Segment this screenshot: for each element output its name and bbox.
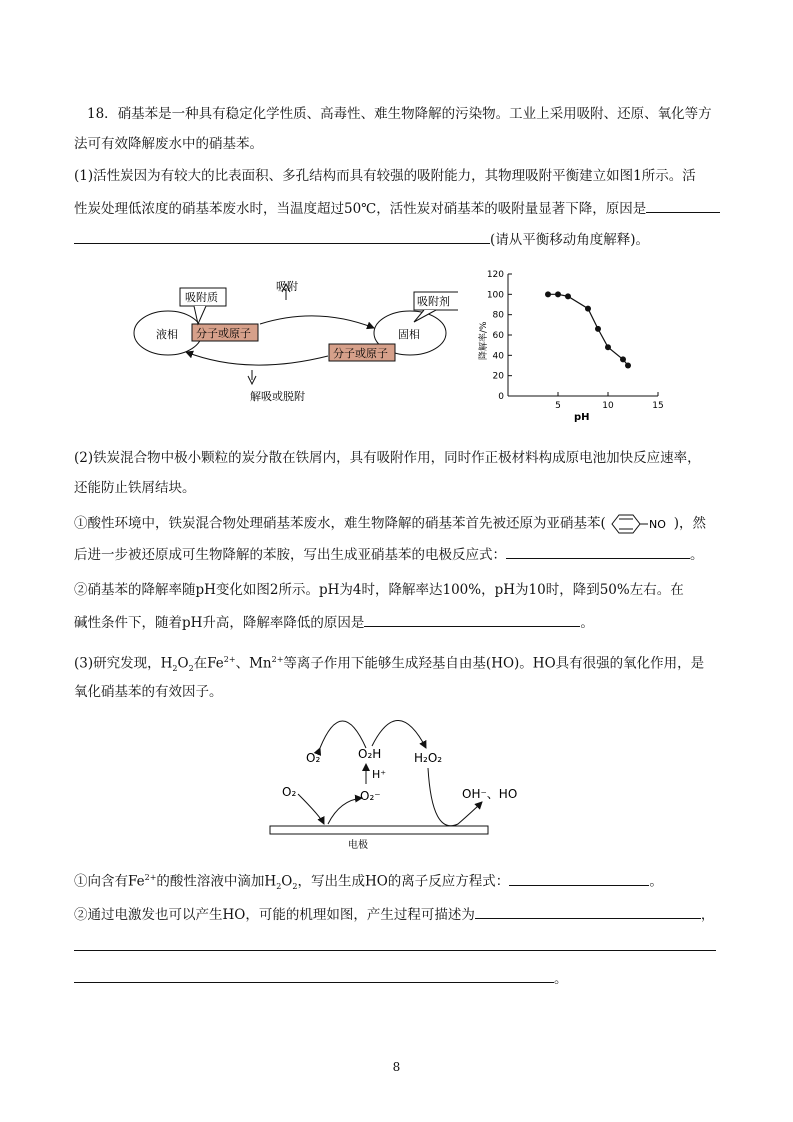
chart-point: [565, 293, 571, 299]
answer-blank-1b[interactable]: [74, 229, 490, 244]
chart-xlabel: pH: [574, 412, 590, 422]
part1-line1: (1)活性炭因为有较大的比表面积、多孔结构而具有较强的吸附能力，其物理吸附平衡建立如图1所示。活: [74, 168, 696, 184]
adsorb-label: 吸附: [276, 280, 298, 293]
chart-point: [595, 326, 601, 332]
svg-text:吸附剂: 吸附剂: [417, 295, 450, 308]
answer-blank-3b[interactable]: [475, 904, 701, 919]
o2-left-label: O₂: [282, 785, 297, 799]
chart-point: [620, 356, 626, 362]
figure1-adsorption-diagram: [128, 276, 458, 406]
answer-blank-1a[interactable]: [646, 198, 720, 213]
chart-y-tick-label: 60: [492, 331, 504, 341]
figure3-mechanism-diagram: [262, 706, 532, 856]
chart-point: [545, 291, 551, 297]
chart-point: [555, 291, 561, 297]
part2-line1: (2)铁炭混合物中极小颗粒的炭分散在铁屑内，具有吸附作用，同时作正极材料构成原电池加快反应速率，: [74, 450, 701, 466]
chart-y-tick-label: 20: [492, 371, 504, 382]
part3-line2: 氧化硝基苯的有效因子。: [74, 684, 223, 700]
svg-text:NO: NO: [648, 518, 666, 531]
chart-y-tick-label: 40: [492, 351, 504, 362]
part3-q2-line2: [74, 936, 716, 957]
chart-axes: [508, 274, 658, 396]
electrode-bar: [270, 826, 488, 834]
chart-y-tick-label: 80: [492, 310, 504, 321]
svg-text:分子或原子: 分子或原子: [333, 347, 388, 360]
page-number: 8: [392, 1060, 401, 1074]
part2-q1-line1: ①酸性环境中，铁炭混合物处理硝基苯废水，难生物降解的硝基苯首先被还原为亚硝基苯( NO )，然: [74, 512, 706, 536]
answer-blank-2b[interactable]: [364, 612, 580, 627]
o2h-label: O₂H: [358, 747, 382, 761]
part3-q2-line1: ②通过电激发也可以产生HO，可能的机理如图，产生过程可描述为 ，: [74, 904, 714, 925]
desorb-arrow: [186, 352, 328, 365]
arc-o2-to-electrode: [298, 794, 324, 824]
electrode-label: 电极: [348, 840, 368, 851]
part1-line2: 性炭处理低浓度的硝基苯废水时，当温度超过50℃，活性炭对硝基苯的吸附量显著下降，原因是: [74, 198, 720, 219]
chart-y-tick-label: 0: [498, 392, 504, 402]
chart-point: [625, 363, 631, 369]
chart-series-line: [548, 294, 628, 365]
h2o2-label: H₂O₂: [414, 751, 443, 765]
products-label: OH⁻、HO: [462, 787, 518, 801]
part3-line1: (3)研究发现，$H_2O_2$在$Fe^{2+}$、$Mn^{2+}$等离子作用下能够生成羟基自由基(HO)。HO具有很强的氧化作用，是: [74, 655, 705, 674]
chart-x-tick-label: 5: [555, 401, 561, 411]
arc-electrode-to-o2minus: [328, 798, 362, 824]
chart-x-tick-label: 15: [652, 401, 664, 411]
adsorb-arrow: [260, 316, 374, 328]
chart-x-tick-label: 10: [602, 401, 614, 411]
part2-q2-line1: ②硝基苯的降解率随pH变化如图2所示。pH为4时，降解率达100%，pH为10时，降到50%左右。在: [74, 582, 684, 598]
chart-point: [605, 344, 611, 350]
svg-text:吸附质: 吸附质: [185, 291, 218, 304]
answer-blank-3d[interactable]: [74, 968, 554, 983]
part2-q2-line2: 碱性条件下，随着pH升高，降解率降低的原因是 。: [74, 612, 594, 633]
part1-line3: (请从平衡移动角度解释)。: [74, 229, 649, 250]
q18-intro-line1: 18．硝基苯是一种具有稳定化学性质、高毒性、难生物降解的污染物。工业上采用吸附、还原、氧化等方: [87, 106, 712, 122]
liquid-label: 液相: [156, 328, 178, 341]
answer-blank-3a[interactable]: [509, 871, 649, 886]
part2-q1-line2: 后进一步被还原成可生物降解的苯胺，写出生成亚硝基苯的电极反应式： 。: [74, 544, 704, 565]
chart-y-tick-label: 100: [486, 290, 504, 301]
q18-intro-line2: 法可有效降解废水中的硝基苯。: [74, 136, 263, 152]
chart-point: [585, 306, 591, 312]
nitrosobenzene-structure: [606, 512, 674, 536]
figure2-degradation-chart: [470, 262, 670, 422]
desorb-label: 解吸或脱附: [250, 390, 305, 403]
chart-ticks: [487, 270, 664, 411]
chart-y-tick-label: 120: [486, 270, 504, 280]
o2-top-label: O₂: [306, 751, 321, 765]
h-plus-label: H⁺: [372, 768, 387, 781]
benzene-ring-icon: [606, 512, 674, 536]
o2-minus-label: O₂⁻: [360, 789, 381, 803]
arc-right: [372, 720, 426, 748]
part2-line2: 还能防止铁屑结块。: [74, 480, 196, 496]
chart-ylabel: 降解率/%: [479, 321, 489, 360]
part3-q2-line3: 。: [74, 968, 568, 989]
answer-blank-3c[interactable]: [74, 936, 716, 951]
solid-label: 固相: [398, 328, 420, 341]
svg-text:分子或原子: 分子或原子: [196, 327, 251, 340]
question-number: 18．: [87, 106, 118, 122]
part3-q1-line: ①向含有$Fe^{2+}$的酸性溶液中滴加$H_2O_2$，写出生成HO的离子反应方程式： 。: [74, 868, 663, 897]
chart-points: [545, 291, 631, 368]
arc-left: [320, 721, 366, 748]
answer-blank-2a[interactable]: [506, 544, 690, 559]
